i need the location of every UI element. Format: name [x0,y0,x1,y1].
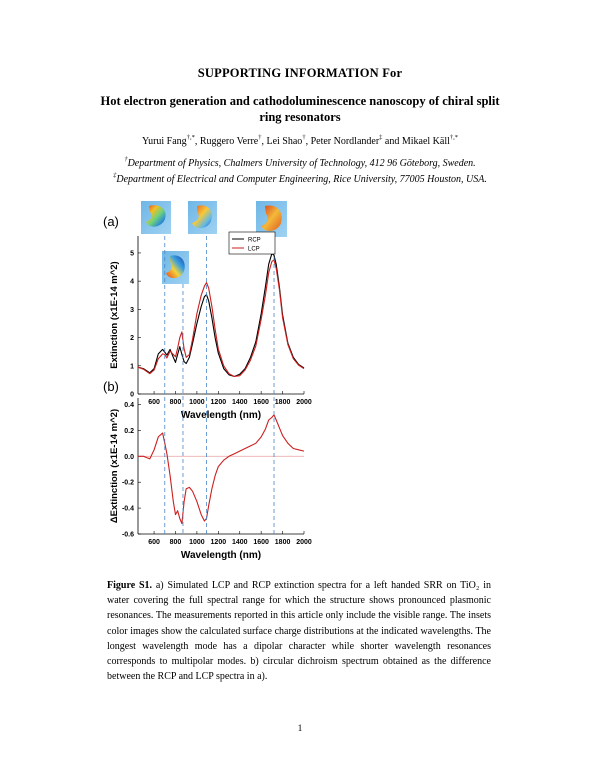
extinction-x-tick-label: 1000 [189,399,205,406]
delta-extinction-x-tick-label: 800 [169,539,182,546]
author-name: Mikael Käll [401,136,450,147]
author-separator: , [305,136,311,147]
author-separator: , [194,136,200,147]
extinction-y-tick-label: 1 [130,363,134,371]
figure-caption [107,578,491,684]
delta-extinction-x-tick-label: 1800 [274,539,291,546]
chart-legend [229,232,275,254]
delta-extinction-y-label: ΔExtinction (x1E-14 m^2) [109,408,120,524]
delta-extinction-x-tick-label: 1400 [231,539,248,546]
delta-extinction-x-tick-label: 2000 [296,539,312,546]
extinction-plot [109,236,312,421]
extinction-x-tick-label: 2000 [296,399,312,406]
extinction-x-tick-label: 600 [148,399,160,406]
affiliation-text: Department of Physics, Chalmers University of Technology, 412 96 Göteborg, Sweden. [127,158,476,169]
inset-charge-map-2 [162,251,189,284]
panel-b-label: (b) [103,379,119,394]
extinction-y-label: Extinction (x1E-14 m^2) [109,261,120,369]
inset-charge-map-3 [188,201,217,234]
page-number: 1 [297,724,303,734]
inset-charge-map-4 [256,201,287,237]
extinction-x-tick-label: 1400 [231,399,248,406]
author-name: Lei Shao [266,136,303,147]
legend-rcp-label: RCP [248,237,261,244]
delta-extinction-plot [109,398,312,561]
delta-extinction-x-tick-label: 600 [148,539,160,546]
extinction-x-tick-label: 1200 [210,399,227,406]
panel-a-label: (a) [103,214,119,229]
extinction-y-tick-label: 2 [130,335,134,343]
delta-extinction-x-label: Wavelength (nm) [180,550,262,561]
caption-label: Figure S1. [107,580,153,591]
delta-extinction-y-tick-label: -0.2 [121,479,134,487]
author-name: Yurui Fang [141,136,187,147]
author-name: Ruggero Verre [199,136,259,147]
affiliation-mark: † [124,156,128,163]
affiliation-text: Department of Electrical and Computer Engineering, Rice University, 77005 Houston, USA. [116,174,487,185]
delta-extinction-x-tick-label: 1000 [189,539,205,546]
legend-lcp-label: LCP [248,246,260,253]
author-mark: †,* [449,134,459,141]
affiliation-mark: ‡ [113,172,117,179]
paper-title-line-1: Hot electron generation and cathodoluminescence nanoscopy of chiral split [100,94,500,108]
extinction-y-tick-label: 3 [130,306,134,314]
inset-charge-map-1 [141,201,171,234]
extinction-y-tick-label: 0 [130,391,134,399]
author-mark: †,* [186,134,195,141]
extinction-x-tick-label: 800 [169,399,182,406]
delta-extinction-y-tick-label: 0.2 [124,427,134,435]
author-and: and [382,136,402,147]
author-mark: ‡ [379,134,383,141]
delta-extinction-y-tick-label: 0.4 [124,401,134,409]
caption-body: a) Simulated LCP and RCP extinction spectra for a left handed SRR on TiO₂ in water covering the full spectral range for which the structure shows pronounced plasmonic resonances. The measurements reported in this article only include the visible range. The insets color images show the calculated surface charge distributions at the indicated wavelengths. The longest wavelength mode has a dipolar character while shorter wavelength resonances corresponds to multipolar modes. b) circular dichroism spectrum obtained as the difference between the RCP and LCP spectra in a). [107,580,491,683]
delta-extinction-series-rcp-lcp [138,415,304,524]
author-name: Peter Nordlander [310,136,380,147]
extinction-y-tick-label: 4 [130,278,134,286]
author-mark: † [302,134,306,141]
author-mark: † [258,134,262,141]
extinction-x-label: Wavelength (nm) [180,410,262,421]
author-separator: , [261,136,267,147]
delta-extinction-x-tick-label: 1600 [253,539,269,546]
extinction-x-tick-label: 1800 [274,399,291,406]
extinction-x-tick-label: 1600 [253,399,269,406]
delta-extinction-y-tick-label: -0.6 [121,531,134,539]
delta-extinction-y-tick-label: -0.4 [121,505,134,513]
delta-extinction-x-tick-label: 1200 [210,539,227,546]
delta-extinction-y-tick-label: 0.0 [124,453,134,461]
paper-title-line-2: ring resonators [259,110,341,124]
extinction-y-tick-label: 5 [130,250,134,258]
supporting-info-label: SUPPORTING INFORMATION For [197,66,403,80]
